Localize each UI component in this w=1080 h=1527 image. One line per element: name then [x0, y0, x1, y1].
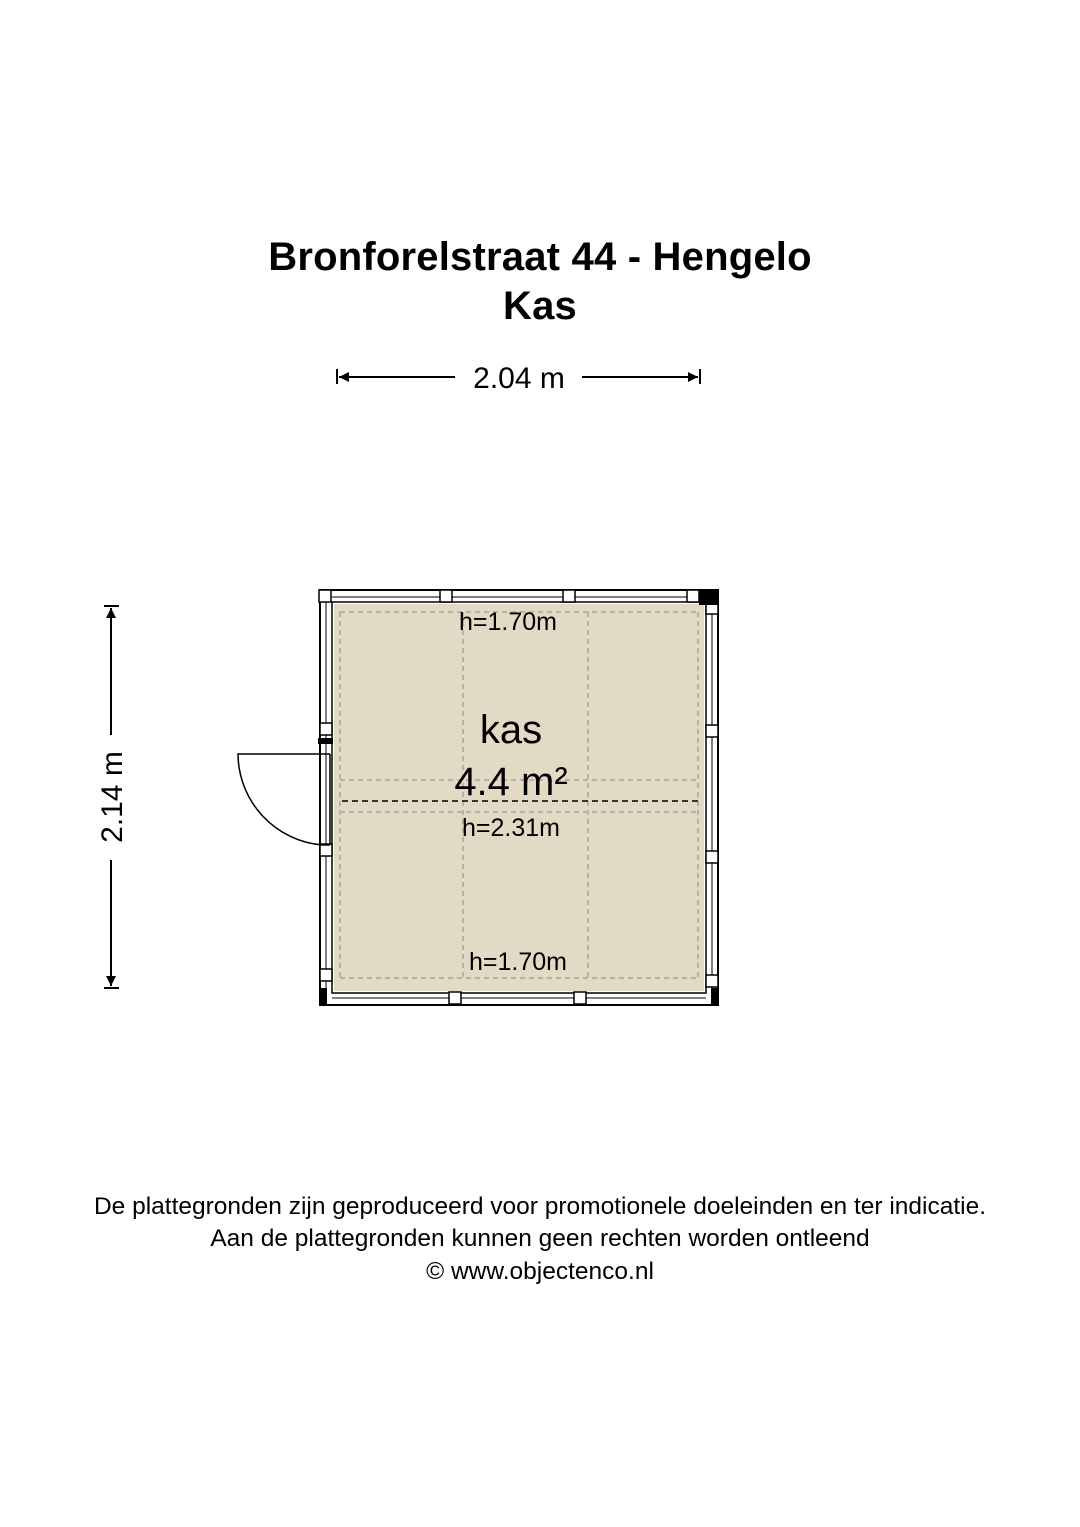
depth-dimension-label: 2.14 m — [96, 751, 129, 843]
depth-dimension — [96, 606, 129, 988]
height-label-top: h=1.70m — [459, 608, 557, 636]
door-swing — [238, 738, 333, 845]
height-label-bottom: h=1.70m — [469, 948, 567, 976]
copyright-line: © www.objectenco.nl — [426, 1258, 654, 1285]
height-label-middle: h=2.31m — [462, 814, 560, 842]
room-area: 4.4 m² — [454, 760, 568, 804]
width-dimension — [337, 362, 700, 395]
width-dimension-label: 2.04 m — [473, 362, 565, 395]
plan-title-address: Bronforelstraat 44 - Hengelo — [268, 235, 812, 279]
disclaimer-line-2: Aan de plattegronden kunnen geen rechten worden ontleend — [210, 1225, 870, 1252]
disclaimer-line-1: De plattegronden zijn geproduceerd voor promotionele doeleinden en ter indicatie. — [93, 1193, 987, 1220]
room-name: kas — [479, 708, 543, 752]
plan-title-floor: Kas — [503, 284, 577, 328]
